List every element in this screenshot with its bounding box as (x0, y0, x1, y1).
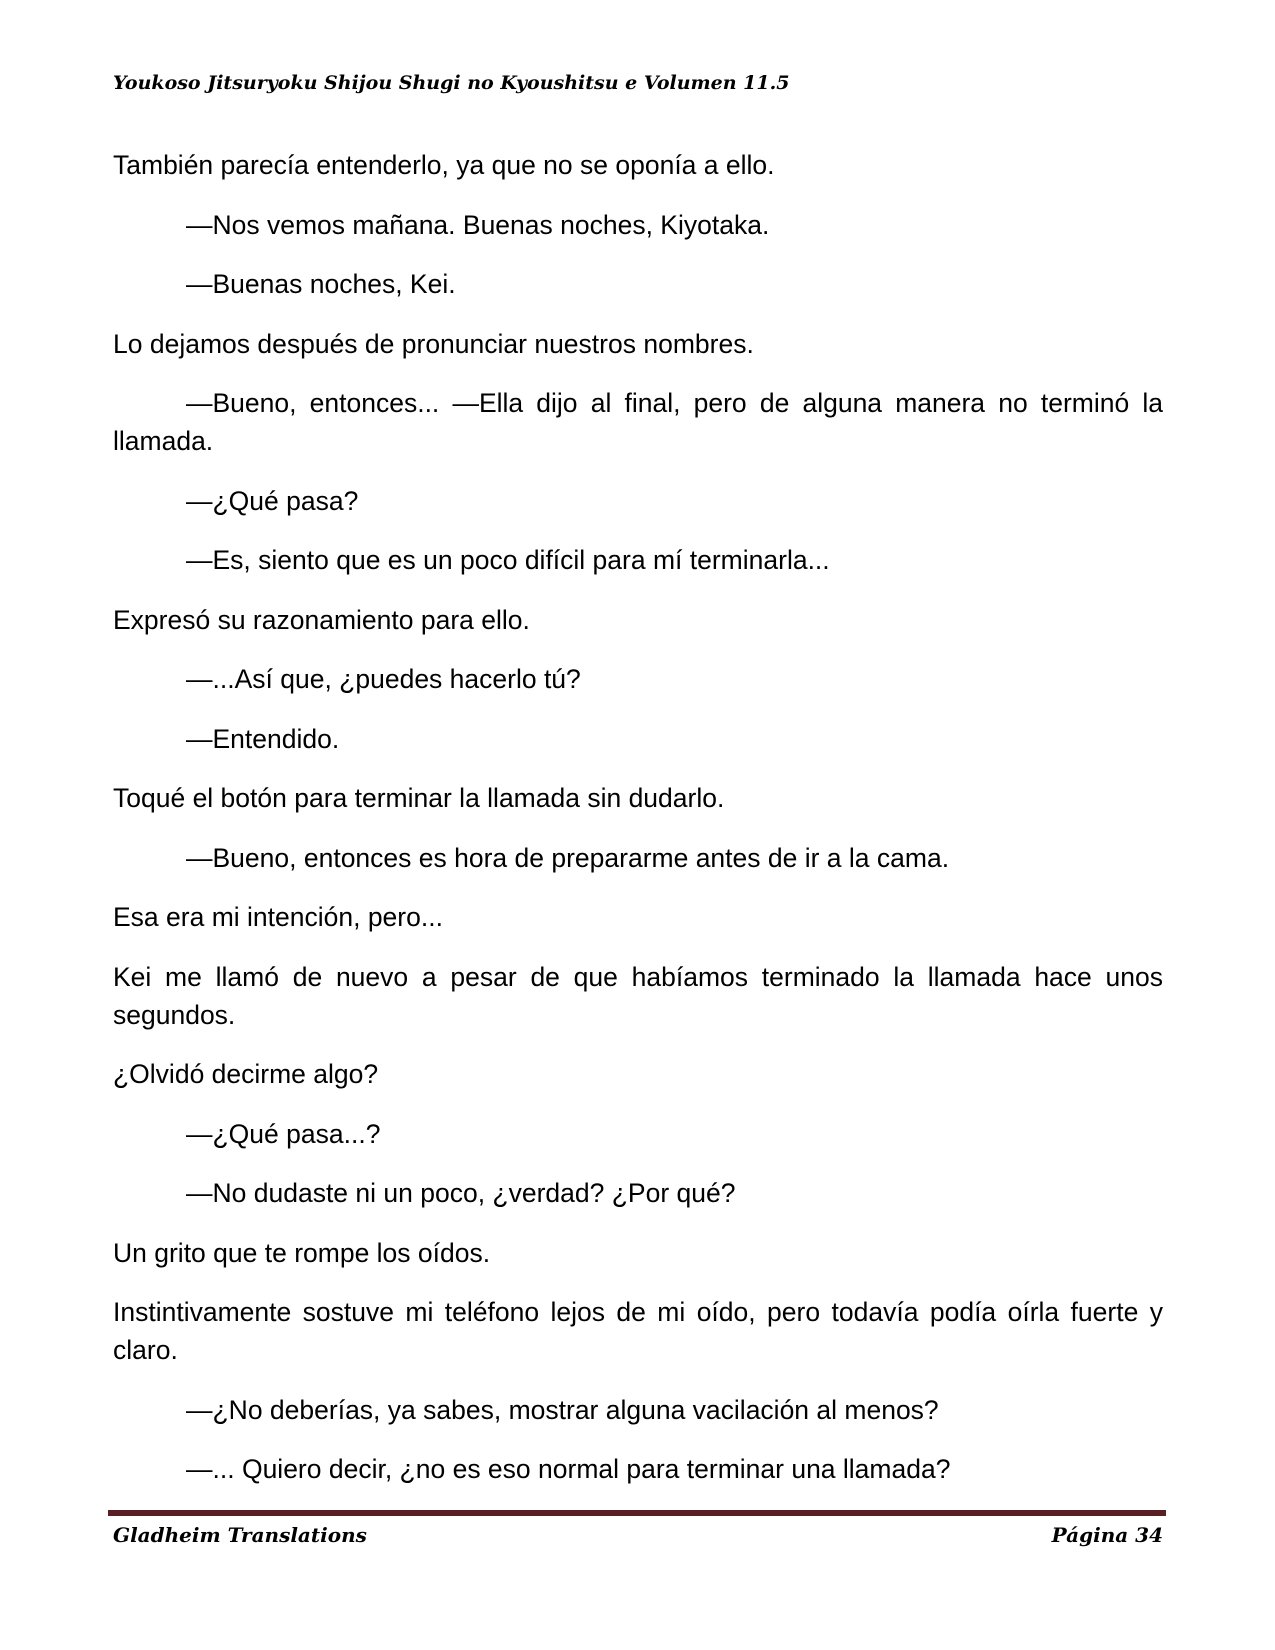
dialogue-line: —¿Qué pasa...? (186, 1118, 381, 1149)
dialogue-line: —¿No deberías, ya sabes, mostrar alguna vacilación al menos? (186, 1394, 939, 1425)
dialogue-line: —Entendido. (186, 723, 340, 754)
paragraph: Instintivamente sostuve mi teléfono lejos de mi oído, pero todavía podía oírla fuerte y claro. (113, 1297, 1163, 1365)
dialogue-line: —Buenas noches, Kei. (186, 269, 456, 299)
dialogue-line: —...Así que, ¿puedes hacerlo tú? (186, 664, 581, 694)
dialogue-line: —No dudaste ni un poco, ¿verdad? ¿Por qué? (186, 1178, 736, 1208)
footer-publisher: Gladheim Translations (113, 1523, 367, 1547)
footer-page-number: Página 34 (1051, 1523, 1163, 1547)
dialogue-line: —Es, siento que es un poco difícil para mí terminarla... (186, 545, 830, 575)
dialogue-line: —Bueno, entonces es hora de prepararme antes de ir a la cama. (186, 842, 950, 873)
paragraph: ¿Olvidó decirme algo? (113, 1059, 379, 1089)
paragraph: Un grito que te rompe los oídos. (113, 1237, 491, 1268)
paragraph: Kei me llamó de nuevo a pesar de que habíamos terminado la llamada hace unos segundos. (113, 961, 1163, 1030)
paragraph: Lo dejamos después de pronunciar nuestros nombres. (113, 328, 754, 359)
dialogue-line: —¿Qué pasa? (186, 485, 359, 516)
body-text (113, 146, 1163, 1510)
dialogue-line: —Bueno, entonces... —Ella dijo al final, pero de alguna manera no terminó la llamada. (113, 388, 1163, 456)
paragraph: Esa era mi intención, pero... (113, 902, 443, 932)
paragraph: Toqué el botón para terminar la llamada sin dudarlo. (113, 783, 725, 813)
dialogue-line: —... Quiero decir, ¿no es eso normal para terminar una llamada? (186, 1454, 951, 1484)
footer-rule (108, 1510, 1166, 1516)
paragraph: Expresó su razonamiento para ello. (113, 604, 530, 635)
dialogue-line: —Nos vemos mañana. Buenas noches, Kiyotaka. (186, 209, 770, 240)
paragraph: También parecía entenderlo, ya que no se oponía a ello. (113, 150, 775, 180)
running-header: Youkoso Jitsuryoku Shijou Shugi no Kyoushitsu e Volumen 11.5 (113, 72, 790, 94)
